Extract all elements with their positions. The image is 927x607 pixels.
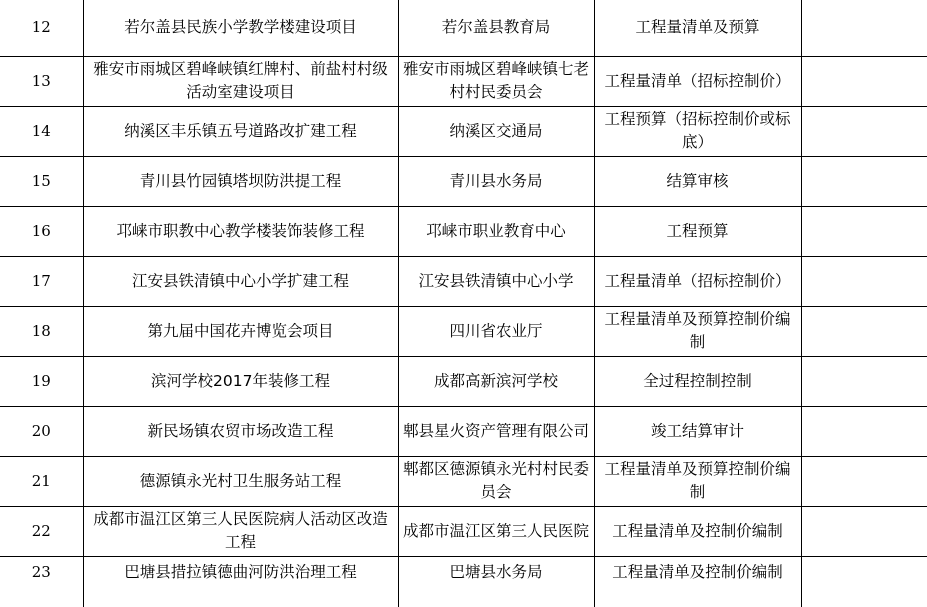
- service-cell[interactable]: 工程量清单及控制价编制: [594, 506, 801, 556]
- project-name-cell[interactable]: 新民场镇农贸市场改造工程: [83, 406, 398, 456]
- service-cell[interactable]: 工程量清单（招标控制价）: [594, 256, 801, 306]
- row-number[interactable]: 12: [0, 0, 83, 56]
- client-cell[interactable]: 雅安市雨城区碧峰峡镇七老村村民委员会: [398, 56, 594, 106]
- client-cell[interactable]: 若尔盖县教育局: [398, 0, 594, 56]
- empty-cell[interactable]: [801, 256, 927, 306]
- service-cell[interactable]: 工程预算: [594, 206, 801, 256]
- service-cell[interactable]: 结算审核: [594, 156, 801, 206]
- row-number[interactable]: 21: [0, 456, 83, 506]
- service-cell[interactable]: 全过程控制控制: [594, 356, 801, 406]
- service-cell[interactable]: 竣工结算审计: [594, 406, 801, 456]
- row-number[interactable]: 23: [0, 556, 83, 607]
- service-cell[interactable]: 工程预算（招标控制价或标底）: [594, 106, 801, 156]
- project-name-cell[interactable]: 巴塘县措拉镇德曲河防洪治理工程: [83, 556, 398, 607]
- empty-cell[interactable]: [801, 106, 927, 156]
- table-row: [0, 206, 927, 256]
- empty-cell[interactable]: [801, 356, 927, 406]
- table-row: [0, 556, 927, 607]
- project-name-cell[interactable]: 江安县铁清镇中心小学扩建工程: [83, 256, 398, 306]
- empty-cell[interactable]: [801, 156, 927, 206]
- table-row: [0, 106, 927, 156]
- empty-cell[interactable]: [801, 456, 927, 506]
- empty-cell[interactable]: [801, 556, 927, 607]
- table-row: [0, 356, 927, 406]
- table-row: [0, 506, 927, 556]
- empty-cell[interactable]: [801, 406, 927, 456]
- client-cell[interactable]: 纳溪区交通局: [398, 106, 594, 156]
- empty-cell[interactable]: [801, 506, 927, 556]
- empty-cell[interactable]: [801, 306, 927, 356]
- client-cell[interactable]: 成都市温江区第三人民医院: [398, 506, 594, 556]
- table-row: [0, 306, 927, 356]
- row-number[interactable]: 16: [0, 206, 83, 256]
- project-name-cell[interactable]: 德源镇永光村卫生服务站工程: [83, 456, 398, 506]
- client-cell[interactable]: 成都高新滨河学校: [398, 356, 594, 406]
- row-number[interactable]: 19: [0, 356, 83, 406]
- project-name-cell[interactable]: 邛崃市职教中心教学楼装饰装修工程: [83, 206, 398, 256]
- service-cell[interactable]: 工程量清单及预算控制价编制: [594, 456, 801, 506]
- row-number[interactable]: 20: [0, 406, 83, 456]
- client-cell[interactable]: 青川县水务局: [398, 156, 594, 206]
- service-cell[interactable]: 工程量清单及预算: [594, 0, 801, 56]
- row-number[interactable]: 17: [0, 256, 83, 306]
- table-row: [0, 456, 927, 506]
- row-number[interactable]: 13: [0, 56, 83, 106]
- client-cell[interactable]: 巴塘县水务局: [398, 556, 594, 607]
- project-name-cell[interactable]: 成都市温江区第三人民医院病人活动区改造工程: [83, 506, 398, 556]
- client-cell[interactable]: 邛崃市职业教育中心: [398, 206, 594, 256]
- row-number[interactable]: 15: [0, 156, 83, 206]
- table-row: [0, 256, 927, 306]
- table-row: [0, 56, 927, 106]
- project-name-cell[interactable]: 若尔盖县民族小学教学楼建设项目: [83, 0, 398, 56]
- empty-cell[interactable]: [801, 206, 927, 256]
- row-number[interactable]: 14: [0, 106, 83, 156]
- project-name-cell[interactable]: 滨河学校2017年装修工程: [83, 356, 398, 406]
- project-name-cell[interactable]: 第九届中国花卉博览会项目: [83, 306, 398, 356]
- project-name-cell[interactable]: 雅安市雨城区碧峰峡镇红牌村、前盐村村级活动室建设项目: [83, 56, 398, 106]
- service-cell[interactable]: 工程量清单（招标控制价）: [594, 56, 801, 106]
- empty-cell[interactable]: [801, 0, 927, 56]
- row-number[interactable]: 22: [0, 506, 83, 556]
- table-row: [0, 406, 927, 456]
- service-cell[interactable]: 工程量清单及预算控制价编制: [594, 306, 801, 356]
- table-row: [0, 0, 927, 56]
- project-name-cell[interactable]: 纳溪区丰乐镇五号道路改扩建工程: [83, 106, 398, 156]
- service-cell[interactable]: 工程量清单及控制价编制: [594, 556, 801, 607]
- client-cell[interactable]: 郫县星火资产管理有限公司: [398, 406, 594, 456]
- row-number[interactable]: 18: [0, 306, 83, 356]
- empty-cell[interactable]: [801, 56, 927, 106]
- table-row: [0, 156, 927, 206]
- client-cell[interactable]: 四川省农业厅: [398, 306, 594, 356]
- project-name-cell[interactable]: 青川县竹园镇塔坝防洪提工程: [83, 156, 398, 206]
- client-cell[interactable]: 江安县铁清镇中心小学: [398, 256, 594, 306]
- client-cell[interactable]: 郫都区德源镇永光村村民委员会: [398, 456, 594, 506]
